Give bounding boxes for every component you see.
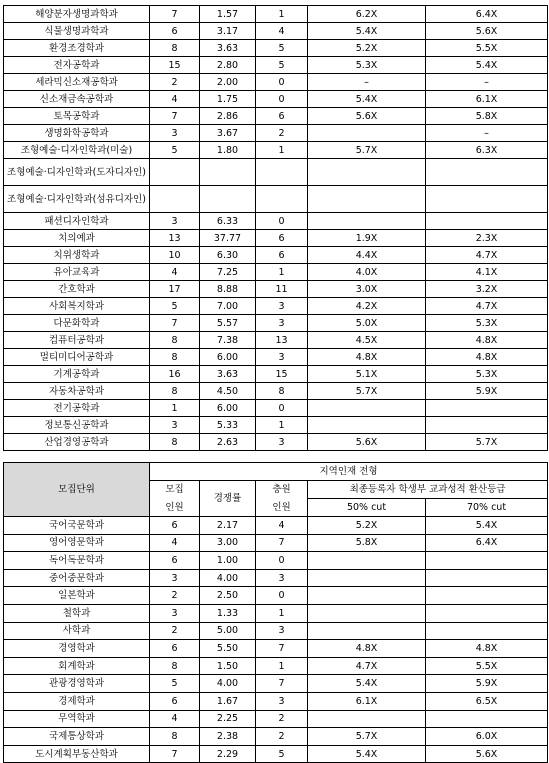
table-row (4, 383, 548, 400)
competition-cell: 3.63 (200, 40, 256, 57)
quota-cell: 17 (150, 281, 200, 298)
department-cell: 생명화학공학과 (4, 125, 150, 142)
competition-cell: 1.57 (200, 6, 256, 23)
competition-cell: 6.33 (200, 213, 256, 230)
department-cell: 국어국문학과 (4, 517, 150, 535)
cut50-cell (308, 587, 426, 605)
cut70-cell: 6.1X (426, 91, 548, 108)
department-cell: 자동차공학과 (4, 383, 150, 400)
cut70-cell: 5.4X (426, 517, 548, 535)
competition-cell: 1.75 (200, 91, 256, 108)
department-cell: 회계학과 (4, 657, 150, 675)
quota-cell: 15 (150, 57, 200, 74)
table-row (4, 622, 548, 640)
filled-cell: 13 (256, 332, 308, 349)
cut50-cell: 4.8X (308, 349, 426, 366)
cut70-cell: 4.7X (426, 298, 548, 315)
competition-cell: 3.63 (200, 366, 256, 383)
quota-cell: 4 (150, 710, 200, 728)
cut50-cell: 5.0X (308, 315, 426, 332)
quota-cell: 8 (150, 332, 200, 349)
filled-cell: 5 (256, 745, 308, 763)
quota-cell: 1 (150, 400, 200, 417)
filled-cell: 7 (256, 675, 308, 693)
department-cell: 다문화학과 (4, 315, 150, 332)
table-row (4, 281, 548, 298)
table-row (4, 604, 548, 622)
cut70-cell (426, 186, 548, 213)
cut70-cell: 4.7X (426, 247, 548, 264)
table-row (4, 57, 548, 74)
header-quota (150, 481, 200, 517)
department-cell: 조형예술·디자인학과(미술) (4, 142, 150, 159)
competition-cell: 2.50 (200, 587, 256, 605)
cut50-cell: 4.8X (308, 640, 426, 658)
filled-cell: 0 (256, 587, 308, 605)
cut50-cell: 5.8X (308, 534, 426, 552)
cut50-cell: 6.1X (308, 692, 426, 710)
cut70-cell: 6.4X (426, 534, 548, 552)
competition-cell: 7.00 (200, 298, 256, 315)
table-row (4, 247, 548, 264)
quota-cell: 2 (150, 587, 200, 605)
quota-cell: 5 (150, 142, 200, 159)
cut50-cell: 5.4X (308, 91, 426, 108)
cut50-cell: 4.4X (308, 247, 426, 264)
table-row (4, 230, 548, 247)
quota-cell: 8 (150, 383, 200, 400)
competition-cell: 1.67 (200, 692, 256, 710)
cut50-cell: 5.3X (308, 57, 426, 74)
table-row (4, 40, 548, 57)
department-cell: 사학과 (4, 622, 150, 640)
department-cell: 무역학과 (4, 710, 150, 728)
department-cell: 전기공학과 (4, 400, 150, 417)
table-row (4, 569, 548, 587)
filled-cell: 6 (256, 230, 308, 247)
cut50-cell: 5.4X (308, 745, 426, 763)
filled-cell: 3 (256, 622, 308, 640)
quota-cell: 8 (150, 40, 200, 57)
competition-cell: 2.80 (200, 57, 256, 74)
filled-cell: 2 (256, 125, 308, 142)
quota-cell: 7 (150, 6, 200, 23)
filled-cell: 5 (256, 57, 308, 74)
table-2-header (4, 463, 548, 517)
quota-cell: 8 (150, 728, 200, 746)
department-cell: 치위생학과 (4, 247, 150, 264)
filled-cell: 0 (256, 400, 308, 417)
cut50-cell (308, 417, 426, 434)
filled-cell: 5 (256, 40, 308, 57)
competition-cell: 3.17 (200, 23, 256, 40)
department-cell: 세라믹신소재공학과 (4, 74, 150, 91)
table-row (4, 517, 548, 535)
competition-cell: 7.38 (200, 332, 256, 349)
competition-cell: 4.50 (200, 383, 256, 400)
department-cell: 산업경영공학과 (4, 434, 150, 451)
cut70-cell (426, 552, 548, 570)
cut50-cell (308, 400, 426, 417)
cut50-cell: 6.2X (308, 6, 426, 23)
cut70-cell: – (426, 125, 548, 142)
competition-cell (200, 186, 256, 213)
cut70-cell (426, 710, 548, 728)
filled-cell: 7 (256, 640, 308, 658)
filled-cell: 3 (256, 315, 308, 332)
filled-cell: 8 (256, 383, 308, 400)
competition-cell: 5.50 (200, 640, 256, 658)
cut70-cell: 3.2X (426, 281, 548, 298)
table-row (4, 552, 548, 570)
table-row (4, 366, 548, 383)
quota-cell: 6 (150, 640, 200, 658)
competition-cell: 4.00 (200, 569, 256, 587)
quota-cell: 8 (150, 434, 200, 451)
competition-cell: 1.00 (200, 552, 256, 570)
table-2-body (4, 517, 548, 763)
quota-cell: 2 (150, 622, 200, 640)
quota-cell: 3 (150, 213, 200, 230)
cut70-cell: 5.3X (426, 315, 548, 332)
table-row (4, 675, 548, 693)
filled-cell: 4 (256, 517, 308, 535)
filled-cell: 2 (256, 710, 308, 728)
admission-table-2 (3, 462, 548, 763)
table-row (4, 213, 548, 230)
cut70-cell: 4.8X (426, 349, 548, 366)
quota-cell (150, 186, 200, 213)
filled-cell: 1 (256, 417, 308, 434)
cut70-cell: 4.8X (426, 640, 548, 658)
cut70-cell (426, 569, 548, 587)
filled-cell: 0 (256, 213, 308, 230)
header-competition: 경쟁률 (200, 481, 256, 517)
department-cell: 정보통신공학과 (4, 417, 150, 434)
department-cell: 신소재금속공학과 (4, 91, 150, 108)
header-cut50: 50% cut (308, 499, 426, 517)
cut70-cell (426, 400, 548, 417)
filled-cell: 4 (256, 23, 308, 40)
competition-cell: 1.50 (200, 657, 256, 675)
filled-cell: 0 (256, 552, 308, 570)
header-filled-line1: 충원 (272, 484, 291, 495)
table-row (4, 186, 548, 213)
cut70-cell: 5.6X (426, 23, 548, 40)
table-row (4, 298, 548, 315)
competition-cell: 6.00 (200, 400, 256, 417)
cut70-cell: 4.1X (426, 264, 548, 281)
cut70-cell (426, 417, 548, 434)
department-cell: 경제학과 (4, 692, 150, 710)
quota-cell: 5 (150, 675, 200, 693)
cut50-cell: 5.6X (308, 434, 426, 451)
filled-cell: 1 (256, 604, 308, 622)
cut50-cell (308, 710, 426, 728)
competition-cell: 2.38 (200, 728, 256, 746)
header-quota-line2: 인원 (165, 502, 184, 513)
competition-cell: 5.57 (200, 315, 256, 332)
department-cell: 국제통상학과 (4, 728, 150, 746)
quota-cell: 6 (150, 692, 200, 710)
cut50-cell: 5.1X (308, 366, 426, 383)
filled-cell: 3 (256, 349, 308, 366)
admission-table-1 (3, 5, 548, 451)
competition-cell: 2.29 (200, 745, 256, 763)
cut50-cell: 4.0X (308, 264, 426, 281)
quota-cell: 6 (150, 23, 200, 40)
cut50-cell: 5.7X (308, 142, 426, 159)
department-cell: 해양분자생명과학과 (4, 6, 150, 23)
filled-cell: 3 (256, 434, 308, 451)
quota-cell: 3 (150, 417, 200, 434)
header-group: 지역인재 전형 (150, 463, 548, 481)
cut50-cell: 4.5X (308, 332, 426, 349)
cut70-cell: 5.6X (426, 745, 548, 763)
cut50-cell (308, 213, 426, 230)
quota-cell: 8 (150, 349, 200, 366)
department-cell: 패션디자인학과 (4, 213, 150, 230)
cut50-cell: 5.2X (308, 40, 426, 57)
department-cell: 독어독문학과 (4, 552, 150, 570)
department-cell: 관광경영학과 (4, 675, 150, 693)
quota-cell: 16 (150, 366, 200, 383)
filled-cell: 1 (256, 264, 308, 281)
competition-cell: 2.25 (200, 710, 256, 728)
table-row (4, 332, 548, 349)
cut50-cell: 5.2X (308, 517, 426, 535)
competition-cell: 1.33 (200, 604, 256, 622)
cut70-cell: 5.3X (426, 366, 548, 383)
filled-cell: 3 (256, 569, 308, 587)
competition-cell: 6.00 (200, 349, 256, 366)
table-row (4, 417, 548, 434)
table-row (4, 108, 548, 125)
cut70-cell: 5.4X (426, 57, 548, 74)
quota-cell: 6 (150, 552, 200, 570)
filled-cell: 0 (256, 74, 308, 91)
header-filled (256, 481, 308, 517)
competition-cell: 3.00 (200, 534, 256, 552)
cut50-cell: 1.9X (308, 230, 426, 247)
header-cut70: 70% cut (426, 499, 548, 517)
department-cell: 유아교육과 (4, 264, 150, 281)
table-row (4, 125, 548, 142)
filled-cell: 3 (256, 298, 308, 315)
table-1-body (4, 6, 548, 451)
quota-cell: 10 (150, 247, 200, 264)
cut70-cell: 5.5X (426, 657, 548, 675)
quota-cell: 8 (150, 657, 200, 675)
table-row (4, 142, 548, 159)
cut70-cell: 2.3X (426, 230, 548, 247)
table-row (4, 6, 548, 23)
competition-cell: 37.77 (200, 230, 256, 247)
cut70-cell: 6.5X (426, 692, 548, 710)
department-cell: 경영학과 (4, 640, 150, 658)
table-row (4, 728, 548, 746)
competition-cell: 8.88 (200, 281, 256, 298)
quota-cell: 3 (150, 604, 200, 622)
quota-cell: 6 (150, 517, 200, 535)
quota-cell: 7 (150, 745, 200, 763)
header-quota-line1: 모집 (165, 484, 184, 495)
competition-cell: 2.86 (200, 108, 256, 125)
cut70-cell: 6.4X (426, 6, 548, 23)
department-cell: 도시계획부동산학과 (4, 745, 150, 763)
cut70-cell: 5.7X (426, 434, 548, 451)
competition-cell: 2.00 (200, 74, 256, 91)
filled-cell: 6 (256, 247, 308, 264)
quota-cell (150, 159, 200, 186)
cut50-cell (308, 552, 426, 570)
competition-cell: 3.67 (200, 125, 256, 142)
cut70-cell (426, 213, 548, 230)
header-filled-line2: 인원 (272, 502, 291, 513)
cut70-cell: – (426, 74, 548, 91)
cut70-cell: 5.9X (426, 383, 548, 400)
filled-cell: 0 (256, 91, 308, 108)
competition-cell: 2.17 (200, 517, 256, 535)
quota-cell: 4 (150, 91, 200, 108)
table-row (4, 640, 548, 658)
table-row (4, 159, 548, 186)
cut50-cell: – (308, 74, 426, 91)
filled-cell: 15 (256, 366, 308, 383)
department-cell: 간호학과 (4, 281, 150, 298)
department-cell: 철학과 (4, 604, 150, 622)
header-grade-title: 최종등록자 학생부 교과성적 환산등급 (308, 481, 548, 499)
quota-cell: 7 (150, 315, 200, 332)
table-row (4, 587, 548, 605)
department-cell: 영어영문학과 (4, 534, 150, 552)
cut50-cell (308, 159, 426, 186)
department-cell: 컴퓨터공학과 (4, 332, 150, 349)
quota-cell: 2 (150, 74, 200, 91)
cut70-cell (426, 604, 548, 622)
cut50-cell (308, 622, 426, 640)
filled-cell: 1 (256, 657, 308, 675)
table-row (4, 23, 548, 40)
competition-cell: 5.33 (200, 417, 256, 434)
cut70-cell (426, 622, 548, 640)
filled-cell: 7 (256, 534, 308, 552)
cut50-cell: 5.7X (308, 383, 426, 400)
cut70-cell: 5.9X (426, 675, 548, 693)
cut50-cell (308, 186, 426, 213)
filled-cell: 3 (256, 692, 308, 710)
quota-cell: 5 (150, 298, 200, 315)
table-row (4, 745, 548, 763)
quota-cell: 4 (150, 534, 200, 552)
quota-cell: 3 (150, 569, 200, 587)
table-row (4, 74, 548, 91)
filled-cell: 11 (256, 281, 308, 298)
cut70-cell: 5.8X (426, 108, 548, 125)
department-cell: 토목공학과 (4, 108, 150, 125)
filled-cell: 1 (256, 142, 308, 159)
department-cell: 사회복지학과 (4, 298, 150, 315)
header-unit: 모집단위 (4, 463, 150, 517)
competition-cell: 6.30 (200, 247, 256, 264)
table-row (4, 534, 548, 552)
filled-cell (256, 186, 308, 213)
cut50-cell (308, 604, 426, 622)
table-row (4, 91, 548, 108)
cut50-cell (308, 569, 426, 587)
cut50-cell: 3.0X (308, 281, 426, 298)
department-cell: 중어중문학과 (4, 569, 150, 587)
department-cell: 식물생명과학과 (4, 23, 150, 40)
cut70-cell: 5.5X (426, 40, 548, 57)
table-row (4, 692, 548, 710)
table-row (4, 264, 548, 281)
table-row (4, 657, 548, 675)
cut70-cell: 6.0X (426, 728, 548, 746)
competition-cell: 5.00 (200, 622, 256, 640)
table-row (4, 400, 548, 417)
department-cell: 조형예술·디자인학과(도자디자인) (4, 159, 150, 186)
cut70-cell: 4.8X (426, 332, 548, 349)
table-row (4, 349, 548, 366)
cut70-cell (426, 159, 548, 186)
quota-cell: 3 (150, 125, 200, 142)
cut50-cell: 4.7X (308, 657, 426, 675)
filled-cell (256, 159, 308, 186)
department-cell: 전자공학과 (4, 57, 150, 74)
cut50-cell: 5.6X (308, 108, 426, 125)
competition-cell: 2.63 (200, 434, 256, 451)
filled-cell: 1 (256, 6, 308, 23)
competition-cell (200, 159, 256, 186)
table-row (4, 434, 548, 451)
filled-cell: 6 (256, 108, 308, 125)
competition-cell: 7.25 (200, 264, 256, 281)
cut50-cell (308, 125, 426, 142)
quota-cell: 7 (150, 108, 200, 125)
cut50-cell: 5.4X (308, 23, 426, 40)
competition-cell: 4.00 (200, 675, 256, 693)
department-cell: 멀티미디어공학과 (4, 349, 150, 366)
quota-cell: 13 (150, 230, 200, 247)
competition-cell: 1.80 (200, 142, 256, 159)
table-row (4, 710, 548, 728)
quota-cell: 4 (150, 264, 200, 281)
department-cell: 환경조경학과 (4, 40, 150, 57)
table-row (4, 315, 548, 332)
department-cell: 치의예과 (4, 230, 150, 247)
cut70-cell: 6.3X (426, 142, 548, 159)
department-cell: 일본학과 (4, 587, 150, 605)
department-cell: 조형예술·디자인학과(섬유디자인) (4, 186, 150, 213)
cut50-cell: 5.4X (308, 675, 426, 693)
cut50-cell: 5.7X (308, 728, 426, 746)
filled-cell: 2 (256, 728, 308, 746)
cut70-cell (426, 587, 548, 605)
department-cell: 기계공학과 (4, 366, 150, 383)
cut50-cell: 4.2X (308, 298, 426, 315)
